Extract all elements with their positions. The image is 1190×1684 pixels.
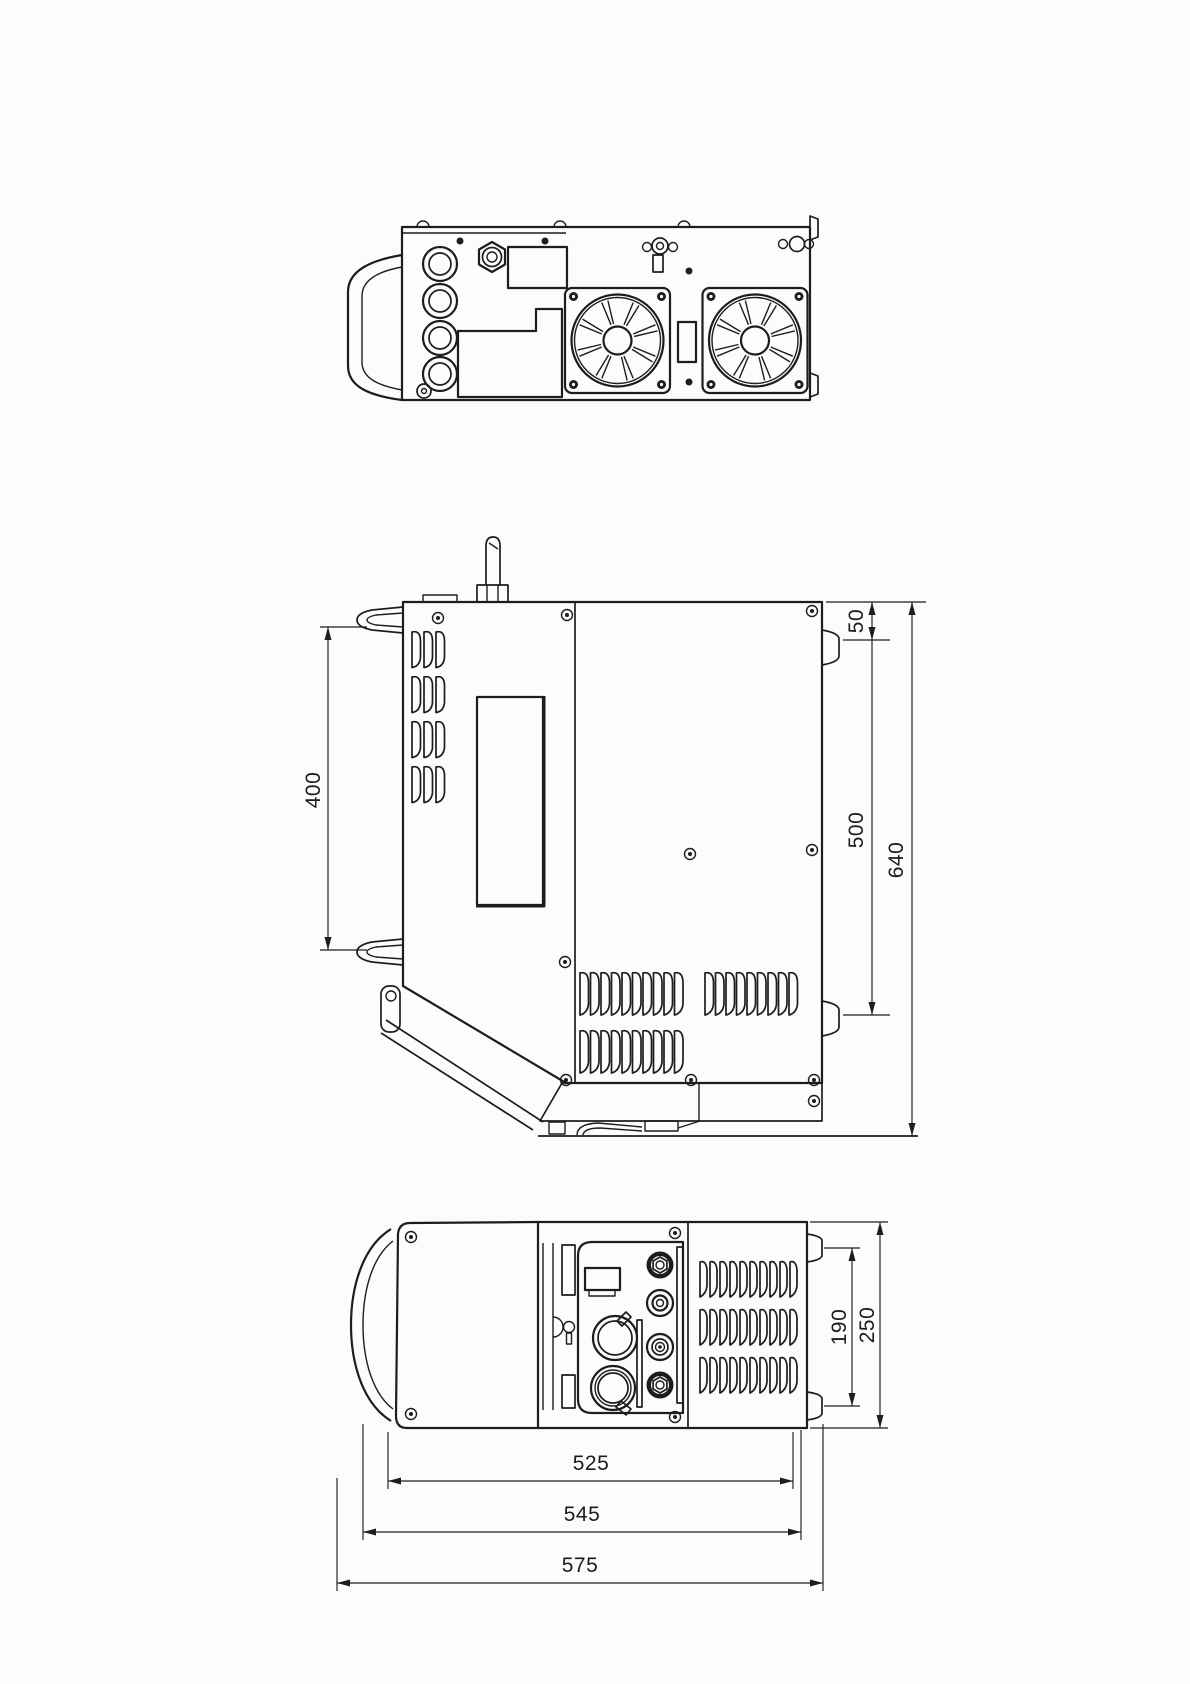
handle-lug-lower: [357, 939, 403, 965]
foot-tab: [810, 216, 818, 240]
keyhole: [564, 1322, 575, 1345]
side-view-body: [403, 602, 822, 1083]
side-view: [357, 537, 918, 1136]
thumb-notch: [553, 1317, 563, 1337]
vent-louvers-front: [700, 1262, 797, 1393]
carry-handle-top: [348, 255, 402, 400]
access-cutout: [508, 247, 567, 288]
dim-400-label: 400: [302, 771, 325, 809]
dim-50-label: 50: [845, 608, 868, 634]
indicator-cluster-right: [779, 237, 814, 252]
handle-lug-upper: [357, 607, 403, 633]
divider-bar: [637, 1320, 642, 1407]
dim-545-label: 545: [563, 1503, 601, 1526]
dim-190-label: 190: [828, 1308, 851, 1346]
dim-500-label: 500: [845, 811, 868, 849]
torch-connector-lower: [591, 1366, 635, 1415]
side-window: [476, 696, 544, 906]
round-socket-2: [647, 1334, 673, 1360]
foot-tab-lower: [822, 1001, 839, 1036]
foot-tab: [810, 373, 818, 397]
panel-slot-upper: [562, 1245, 575, 1295]
strap-bracket: [381, 986, 400, 1032]
dinse-socket-2: [647, 1372, 674, 1399]
carry-handle-front: [351, 1229, 393, 1421]
indicator-cluster-left: [643, 238, 678, 272]
tilt-strap: [386, 1020, 543, 1122]
dim-640-label: 640: [885, 841, 908, 879]
cable-housing: [458, 309, 562, 397]
torch-connector-upper: [593, 1312, 637, 1360]
foot-tab-upper: [807, 1234, 822, 1262]
dim-525-label: 525: [572, 1452, 610, 1475]
cooling-fan-grille-1: [565, 288, 670, 393]
foot-tab-upper: [822, 630, 839, 665]
panel-slot-lower: [562, 1375, 575, 1408]
dim-250-label: 250: [856, 1306, 879, 1344]
top-view: [348, 216, 818, 400]
front-cover: [396, 1222, 538, 1428]
vent-louvers-lower: [580, 973, 798, 1073]
base-foot: [549, 1122, 565, 1134]
vent-louvers-upper: [412, 632, 445, 803]
cable-gland: [477, 537, 508, 602]
foot-tab-lower: [807, 1392, 822, 1420]
dim-575-label: 575: [561, 1554, 599, 1577]
round-socket-1: [647, 1290, 673, 1316]
front-view: [351, 1222, 822, 1428]
front-display: [585, 1268, 620, 1290]
cable-gland-nut-top: [479, 242, 505, 272]
base-band: [540, 1083, 822, 1121]
base-foot: [645, 1121, 678, 1131]
dinse-socket-1: [647, 1252, 674, 1279]
between-fan-cutout: [678, 322, 696, 362]
output-sockets-top: [417, 247, 457, 398]
cooling-fan-grille-2: [703, 288, 808, 393]
side-view-dimensions: [302, 602, 926, 1136]
